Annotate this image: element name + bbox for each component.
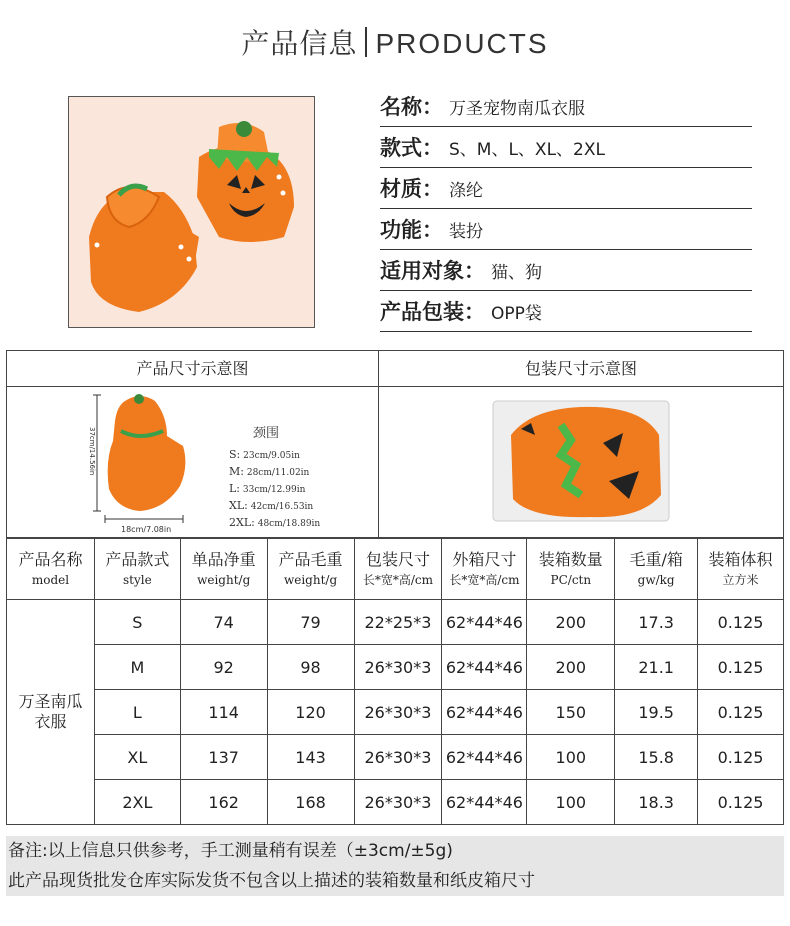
- table-cell: 26*30*3: [354, 690, 442, 735]
- package-size-diagram: [379, 351, 783, 537]
- neck-size-item: L: 33cm/12.99in: [229, 482, 306, 495]
- table-row: [7, 600, 784, 645]
- table-cell: 17.3: [615, 600, 698, 645]
- spec-row-name: [380, 86, 752, 127]
- spec-value: 万圣宠物南瓜衣服: [449, 98, 585, 119]
- table-cell: S: [94, 600, 180, 645]
- spec-key: 名称：: [380, 95, 443, 119]
- table-cell: 143: [267, 735, 354, 780]
- table-cell: 100: [527, 780, 615, 825]
- table-cell: 150: [527, 690, 615, 735]
- table-cell: 120: [267, 690, 354, 735]
- package-bag-image: [491, 395, 671, 527]
- spec-value: 猫、狗: [491, 262, 542, 283]
- table-cell: 0.125: [698, 780, 784, 825]
- table-cell: 114: [180, 690, 267, 735]
- table-cell: 0.125: [698, 735, 784, 780]
- table-cell: 79: [267, 600, 354, 645]
- table-cell: 21.1: [615, 645, 698, 690]
- table-header-cell: 包装尺寸 长*宽*高/cm: [354, 539, 442, 600]
- table-cell: 162: [180, 780, 267, 825]
- table-row: [7, 645, 784, 690]
- product-spec-table: [6, 538, 784, 825]
- spec-key: 材质：: [380, 177, 443, 201]
- table-cell: 26*30*3: [354, 645, 442, 690]
- table-cell: M: [94, 645, 180, 690]
- package-diagram-caption: 包装尺寸示意图: [379, 351, 783, 387]
- height-label: 37cm/14.56in: [88, 427, 96, 476]
- table-cell: 62*44*46: [442, 780, 527, 825]
- table-cell: 22*25*3: [354, 600, 442, 645]
- table-row: [7, 735, 784, 780]
- table-cell: 0.125: [698, 600, 784, 645]
- spec-key: 功能：: [380, 218, 443, 242]
- table-header-cell: 产品款式 style: [94, 539, 180, 600]
- table-cell: 62*44*46: [442, 735, 527, 780]
- table-cell: 137: [180, 735, 267, 780]
- table-cell: 19.5: [615, 690, 698, 735]
- spec-row-material: [380, 168, 752, 209]
- note-line: 此产品现货批发仓库实际发货不包含以上描述的装箱数量和纸皮箱尺寸: [6, 866, 784, 896]
- table-cell: 0.125: [698, 690, 784, 735]
- size-diagram-section: [6, 350, 784, 538]
- spec-value: 装扮: [449, 221, 483, 242]
- spec-row-function: [380, 209, 752, 250]
- neck-size-list: [229, 426, 320, 532]
- table-cell: 26*30*3: [354, 735, 442, 780]
- spec-key: 产品包装：: [380, 300, 485, 324]
- table-header-cell: 产品毛重 weight/g: [267, 539, 354, 600]
- table-cell: 100: [527, 735, 615, 780]
- table-header-cell: 毛重/箱 gw/kg: [615, 539, 698, 600]
- table-cell: 62*44*46: [442, 690, 527, 735]
- table-cell: 168: [267, 780, 354, 825]
- spec-value: 涤纶: [449, 180, 483, 201]
- size-diagram-image: [85, 391, 195, 536]
- table-cell: 200: [527, 600, 615, 645]
- neck-size-item: S: 23cm/9.05in: [229, 448, 300, 461]
- table-cell: 200: [527, 645, 615, 690]
- neck-title: 颈围: [253, 426, 280, 441]
- table-header-row: [7, 539, 784, 600]
- table-header-cell: 单品净重 weight/g: [180, 539, 267, 600]
- product-name-cell: 万圣南瓜衣服: [7, 600, 95, 825]
- neck-size-item: XL: 42cm/16.53in: [229, 499, 314, 512]
- table-cell: 62*44*46: [442, 600, 527, 645]
- table-row: [7, 690, 784, 735]
- width-label: 18cm/7.08in: [121, 525, 172, 534]
- table-cell: 62*44*46: [442, 645, 527, 690]
- table-header-cell: 产品名称 model: [7, 539, 95, 600]
- title-divider: [365, 27, 367, 57]
- table-cell: 18.3: [615, 780, 698, 825]
- neck-size-item: M: 28cm/11.02in: [229, 465, 310, 478]
- product-size-diagram: [7, 351, 379, 537]
- table-cell: 26*30*3: [354, 780, 442, 825]
- table-cell: 98: [267, 645, 354, 690]
- spec-key: 适用对象：: [380, 259, 485, 283]
- table-cell: XL: [94, 735, 180, 780]
- title-cn: 产品信息: [241, 27, 358, 60]
- size-diagram-caption: 产品尺寸示意图: [7, 351, 378, 387]
- spec-row-package: [380, 291, 752, 332]
- note-line: 备注:以上信息只供参考，手工测量稍有误差（±3cm/±5g): [6, 836, 784, 866]
- table-cell: 74: [180, 600, 267, 645]
- page-title: [0, 22, 790, 62]
- table-row: [7, 780, 784, 825]
- spec-key: 款式：: [380, 136, 443, 160]
- table-header-cell: 装箱数量 PC/ctn: [527, 539, 615, 600]
- table-cell: L: [94, 690, 180, 735]
- neck-size-item: 2XL: 48cm/18.89in: [229, 516, 321, 529]
- spec-row-style: [380, 127, 752, 168]
- spec-value: S、M、L、XL、2XL: [449, 139, 605, 160]
- table-cell: 0.125: [698, 645, 784, 690]
- table-cell: 15.8: [615, 735, 698, 780]
- product-photo: [68, 96, 315, 328]
- title-en: PRODUCTS: [375, 28, 549, 59]
- table-cell: 92: [180, 645, 267, 690]
- spec-list: [380, 86, 752, 332]
- table-header-cell: 装箱体积 立方米: [698, 539, 784, 600]
- spec-value: OPP袋: [491, 303, 542, 324]
- table-cell: 2XL: [94, 780, 180, 825]
- table-header-cell: 外箱尺寸 长*宽*高/cm: [442, 539, 527, 600]
- spec-row-target: [380, 250, 752, 291]
